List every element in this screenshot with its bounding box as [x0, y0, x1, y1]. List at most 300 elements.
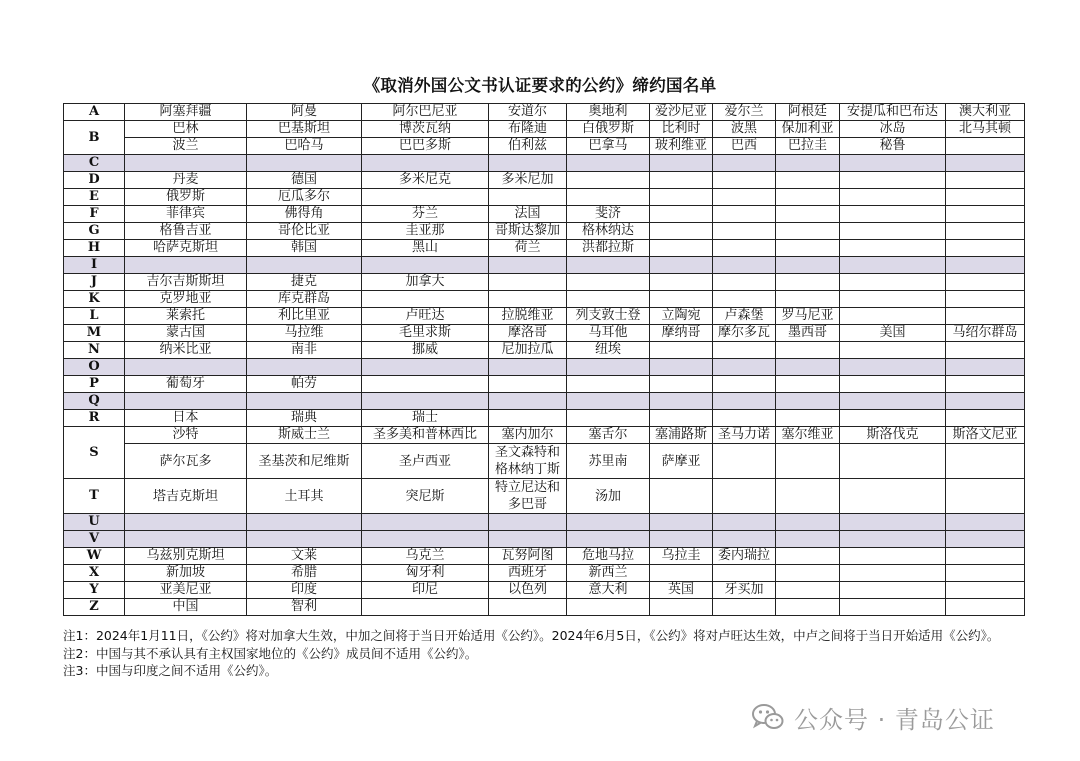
table-row [64, 548, 1025, 565]
country-cell: 新西兰 [567, 565, 650, 582]
member-states-table [63, 103, 1025, 616]
country-cell [125, 393, 247, 410]
country-cell [713, 172, 776, 189]
country-cell: 阿尔巴尼亚 [362, 104, 489, 121]
country-cell: 美国 [840, 325, 946, 342]
country-cell: 尼加拉瓜 [489, 342, 567, 359]
country-cell: 纳米比亚 [125, 342, 247, 359]
country-cell [713, 565, 776, 582]
country-cell [247, 359, 362, 376]
table-row [64, 410, 1025, 427]
table-row [64, 172, 1025, 189]
country-cell [489, 599, 567, 616]
country-cell [776, 565, 840, 582]
country-cell: 沙特 [125, 427, 247, 444]
country-cell [489, 189, 567, 206]
wechat-icon [752, 703, 784, 731]
country-cell: 苏里南 [567, 444, 650, 479]
country-cell [840, 393, 946, 410]
country-cell [650, 274, 713, 291]
country-cell [946, 223, 1025, 240]
country-cell: 瑞典 [247, 410, 362, 427]
country-cell: 瑞士 [362, 410, 489, 427]
watermark [752, 700, 995, 734]
country-cell [713, 274, 776, 291]
country-cell [125, 531, 247, 548]
country-cell [713, 189, 776, 206]
country-cell: 塔吉克斯坦 [125, 479, 247, 514]
country-cell: 摩纳哥 [650, 325, 713, 342]
country-cell: 南非 [247, 342, 362, 359]
country-cell: 斐济 [567, 206, 650, 223]
country-cell: 摩洛哥 [489, 325, 567, 342]
note-3: 注3：中国与印度之间不适用《公约》。 [63, 663, 278, 678]
letter-cell: U [64, 514, 125, 531]
table-row [64, 223, 1025, 240]
country-cell [650, 531, 713, 548]
country-cell [362, 257, 489, 274]
country-cell [840, 514, 946, 531]
country-cell [776, 342, 840, 359]
country-cell [840, 240, 946, 257]
country-cell [840, 376, 946, 393]
country-cell: 塞浦路斯 [650, 427, 713, 444]
country-cell [489, 514, 567, 531]
country-cell: 芬兰 [362, 206, 489, 223]
country-cell [362, 514, 489, 531]
country-cell [776, 410, 840, 427]
country-cell: 玻利维亚 [650, 138, 713, 155]
table-row [64, 155, 1025, 172]
country-cell [776, 548, 840, 565]
country-cell: 洪都拉斯 [567, 240, 650, 257]
country-cell: 拉脱维亚 [489, 308, 567, 325]
country-cell [567, 274, 650, 291]
country-cell [776, 291, 840, 308]
country-cell: 智利 [247, 599, 362, 616]
letter-cell: L [64, 308, 125, 325]
letter-cell: A [64, 104, 125, 121]
country-cell: 圭亚那 [362, 223, 489, 240]
country-cell [840, 342, 946, 359]
table-row [64, 342, 1025, 359]
country-cell [946, 599, 1025, 616]
letter-cell: T [64, 479, 125, 514]
country-cell [567, 189, 650, 206]
country-cell [489, 393, 567, 410]
country-cell [713, 376, 776, 393]
country-cell [362, 393, 489, 410]
country-cell: 希腊 [247, 565, 362, 582]
letter-cell: R [64, 410, 125, 427]
country-cell: 阿根廷 [776, 104, 840, 121]
country-cell: 马耳他 [567, 325, 650, 342]
country-cell: 俄罗斯 [125, 189, 247, 206]
country-cell [840, 565, 946, 582]
country-cell [840, 206, 946, 223]
country-cell [946, 274, 1025, 291]
country-cell [650, 206, 713, 223]
country-cell [489, 291, 567, 308]
country-cell: 博茨瓦纳 [362, 121, 489, 138]
country-cell: 格鲁吉亚 [125, 223, 247, 240]
country-cell: 北马其顿 [946, 121, 1025, 138]
country-cell [650, 223, 713, 240]
country-cell: 黑山 [362, 240, 489, 257]
letter-cell: Y [64, 582, 125, 599]
country-cell: 佛得角 [247, 206, 362, 223]
country-cell: 圣马力诺 [713, 427, 776, 444]
country-cell: 突尼斯 [362, 479, 489, 514]
country-cell [567, 291, 650, 308]
country-cell [713, 223, 776, 240]
country-cell [650, 342, 713, 359]
country-cell [776, 582, 840, 599]
country-cell [125, 359, 247, 376]
country-cell [946, 291, 1025, 308]
country-cell: 斯洛伐克 [840, 427, 946, 444]
table-row [64, 325, 1025, 342]
country-cell [840, 155, 946, 172]
letter-cell: B [64, 121, 125, 155]
table-row [64, 565, 1025, 582]
country-cell [946, 359, 1025, 376]
country-cell [713, 206, 776, 223]
letter-cell: W [64, 548, 125, 565]
country-cell: 布隆迪 [489, 121, 567, 138]
letter-cell: D [64, 172, 125, 189]
country-cell: 波兰 [125, 138, 247, 155]
country-cell: 英国 [650, 582, 713, 599]
country-cell [567, 393, 650, 410]
country-cell [713, 531, 776, 548]
country-cell [946, 393, 1025, 410]
table-row [64, 479, 1025, 514]
country-cell: 匈牙利 [362, 565, 489, 582]
country-cell: 库克群岛 [247, 291, 362, 308]
country-cell: 克罗地亚 [125, 291, 247, 308]
country-cell [840, 223, 946, 240]
country-cell [713, 479, 776, 514]
country-cell [489, 410, 567, 427]
country-cell [489, 155, 567, 172]
country-cell [840, 410, 946, 427]
country-cell [776, 257, 840, 274]
letter-cell: Z [64, 599, 125, 616]
country-cell [946, 531, 1025, 548]
country-cell: 瓦努阿图 [489, 548, 567, 565]
country-cell: 比利时 [650, 121, 713, 138]
table-row [64, 393, 1025, 410]
country-cell: 卢森堡 [713, 308, 776, 325]
country-cell [713, 359, 776, 376]
letter-cell: V [64, 531, 125, 548]
country-cell: 多米尼加 [489, 172, 567, 189]
country-cell: 列支敦士登 [567, 308, 650, 325]
country-cell: 乌拉圭 [650, 548, 713, 565]
table-row [64, 206, 1025, 223]
country-cell: 巴哈马 [247, 138, 362, 155]
country-cell: 摩尔多瓦 [713, 325, 776, 342]
country-cell [489, 376, 567, 393]
table-row [64, 257, 1025, 274]
country-cell: 圣卢西亚 [362, 444, 489, 479]
table-row [64, 427, 1025, 444]
country-cell [946, 308, 1025, 325]
country-cell: 多米尼克 [362, 172, 489, 189]
country-cell: 斯洛文尼亚 [946, 427, 1025, 444]
country-cell [650, 240, 713, 257]
country-cell [650, 514, 713, 531]
country-cell [946, 172, 1025, 189]
country-cell: 挪威 [362, 342, 489, 359]
country-cell [776, 206, 840, 223]
country-cell [489, 359, 567, 376]
country-cell: 利比里亚 [247, 308, 362, 325]
country-cell [650, 599, 713, 616]
country-cell [489, 257, 567, 274]
letter-cell: M [64, 325, 125, 342]
country-cell [489, 274, 567, 291]
country-cell: 印度 [247, 582, 362, 599]
country-cell: 日本 [125, 410, 247, 427]
country-cell [247, 257, 362, 274]
country-cell: 乌克兰 [362, 548, 489, 565]
country-cell [650, 410, 713, 427]
country-cell [946, 257, 1025, 274]
country-cell [567, 155, 650, 172]
letter-cell: P [64, 376, 125, 393]
country-cell [946, 376, 1025, 393]
table-row [64, 189, 1025, 206]
country-cell [362, 376, 489, 393]
country-cell: 墨西哥 [776, 325, 840, 342]
table-row [64, 514, 1025, 531]
country-cell: 哈萨克斯坦 [125, 240, 247, 257]
country-cell [946, 565, 1025, 582]
country-cell [247, 531, 362, 548]
table-row [64, 376, 1025, 393]
letter-cell: J [64, 274, 125, 291]
country-cell: 巴拉圭 [776, 138, 840, 155]
letter-cell: Q [64, 393, 125, 410]
country-cell [840, 257, 946, 274]
letter-cell: E [64, 189, 125, 206]
country-cell: 格林纳达 [567, 223, 650, 240]
country-cell: 韩国 [247, 240, 362, 257]
country-cell: 哥斯达黎加 [489, 223, 567, 240]
letter-cell: F [64, 206, 125, 223]
letter-cell: K [64, 291, 125, 308]
country-cell [567, 531, 650, 548]
country-cell [946, 548, 1025, 565]
country-cell [776, 359, 840, 376]
country-cell: 冰岛 [840, 121, 946, 138]
country-cell: 新加坡 [125, 565, 247, 582]
country-cell: 巴基斯坦 [247, 121, 362, 138]
country-cell: 葡萄牙 [125, 376, 247, 393]
country-cell: 马绍尔群岛 [946, 325, 1025, 342]
country-cell: 以色列 [489, 582, 567, 599]
country-cell: 吉尔吉斯斯坦 [125, 274, 247, 291]
country-cell: 罗马尼亚 [776, 308, 840, 325]
country-cell: 阿塞拜疆 [125, 104, 247, 121]
country-cell: 塞尔维亚 [776, 427, 840, 444]
country-cell: 哥伦比亚 [247, 223, 362, 240]
country-cell [362, 531, 489, 548]
country-cell: 安提瓜和巴布达 [840, 104, 946, 121]
country-cell [650, 257, 713, 274]
table-row [64, 291, 1025, 308]
country-cell [713, 410, 776, 427]
country-cell [840, 274, 946, 291]
country-cell [650, 376, 713, 393]
country-cell: 阿曼 [247, 104, 362, 121]
country-cell [650, 565, 713, 582]
country-cell [567, 257, 650, 274]
country-cell [713, 155, 776, 172]
table-row [64, 274, 1025, 291]
country-cell: 危地马拉 [567, 548, 650, 565]
country-cell: 汤加 [567, 479, 650, 514]
country-cell [247, 514, 362, 531]
document-title: 《取消外国公文书认证要求的公约》缔约国名单 [363, 76, 717, 95]
country-cell: 委内瑞拉 [713, 548, 776, 565]
country-cell [362, 291, 489, 308]
country-cell: 印尼 [362, 582, 489, 599]
country-cell: 蒙古国 [125, 325, 247, 342]
country-cell [776, 599, 840, 616]
country-cell [946, 479, 1025, 514]
country-cell [840, 444, 946, 479]
country-cell [650, 291, 713, 308]
country-cell: 意大利 [567, 582, 650, 599]
country-cell: 德国 [247, 172, 362, 189]
country-cell [946, 155, 1025, 172]
country-cell [776, 274, 840, 291]
country-cell [567, 376, 650, 393]
country-cell: 厄瓜多尔 [247, 189, 362, 206]
note-2: 注2：中国与其不承认具有主权国家地位的《公约》成员间不适用《公约》。 [63, 645, 478, 661]
country-cell [776, 531, 840, 548]
country-cell [840, 308, 946, 325]
table-row [64, 240, 1025, 257]
country-cell [650, 172, 713, 189]
country-cell [247, 155, 362, 172]
country-cell: 圣文森特和格林纳丁斯 [489, 444, 567, 479]
country-cell [650, 189, 713, 206]
country-cell: 塞舌尔 [567, 427, 650, 444]
country-cell: 爱尔兰 [713, 104, 776, 121]
country-cell [362, 189, 489, 206]
country-cell: 波黑 [713, 121, 776, 138]
watermark-text: 公众号 · 青岛公证 [794, 705, 995, 734]
country-cell: 法国 [489, 206, 567, 223]
country-cell [946, 240, 1025, 257]
country-cell [567, 599, 650, 616]
letter-cell: I [64, 257, 125, 274]
country-cell [489, 531, 567, 548]
table-row [64, 444, 1025, 479]
table-row [64, 104, 1025, 121]
country-cell [946, 189, 1025, 206]
country-cell: 保加利亚 [776, 121, 840, 138]
table-row [64, 582, 1025, 599]
country-cell: 中国 [125, 599, 247, 616]
country-cell [713, 599, 776, 616]
country-cell [650, 393, 713, 410]
notes-section [63, 627, 1013, 680]
country-cell: 土耳其 [247, 479, 362, 514]
country-cell [776, 514, 840, 531]
country-cell: 伯利兹 [489, 138, 567, 155]
country-cell [776, 172, 840, 189]
country-cell: 圣基茨和尼维斯 [247, 444, 362, 479]
letter-cell: H [64, 240, 125, 257]
country-cell [840, 599, 946, 616]
country-cell [125, 257, 247, 274]
country-cell [776, 479, 840, 514]
country-cell: 文莱 [247, 548, 362, 565]
country-cell: 帕劳 [247, 376, 362, 393]
country-cell: 莱索托 [125, 308, 247, 325]
country-cell: 萨尔瓦多 [125, 444, 247, 479]
table-row [64, 531, 1025, 548]
country-cell [713, 393, 776, 410]
country-cell [650, 155, 713, 172]
country-cell [713, 514, 776, 531]
country-cell: 斯威士兰 [247, 427, 362, 444]
country-cell: 乌兹别克斯坦 [125, 548, 247, 565]
country-cell: 爱沙尼亚 [650, 104, 713, 121]
country-cell [650, 479, 713, 514]
country-cell [567, 172, 650, 189]
country-cell: 巴西 [713, 138, 776, 155]
table-row [64, 308, 1025, 325]
country-cell: 牙买加 [713, 582, 776, 599]
letter-cell: O [64, 359, 125, 376]
country-cell [946, 410, 1025, 427]
country-cell [840, 172, 946, 189]
country-cell: 巴林 [125, 121, 247, 138]
letter-cell: X [64, 565, 125, 582]
country-cell [713, 342, 776, 359]
country-cell [946, 138, 1025, 155]
country-cell [776, 189, 840, 206]
country-cell [362, 155, 489, 172]
country-cell: 丹麦 [125, 172, 247, 189]
country-cell [247, 393, 362, 410]
country-cell [840, 479, 946, 514]
country-cell [776, 393, 840, 410]
country-cell [776, 223, 840, 240]
country-cell: 白俄罗斯 [567, 121, 650, 138]
country-cell [776, 240, 840, 257]
table-row [64, 138, 1025, 155]
country-cell: 荷兰 [489, 240, 567, 257]
table-row [64, 599, 1025, 616]
country-cell [840, 359, 946, 376]
country-cell [567, 514, 650, 531]
letter-cell: C [64, 155, 125, 172]
country-cell [362, 359, 489, 376]
country-cell [840, 189, 946, 206]
country-cell: 圣多美和普林西比 [362, 427, 489, 444]
country-cell [776, 376, 840, 393]
country-cell: 秘鲁 [840, 138, 946, 155]
country-cell [840, 548, 946, 565]
country-cell: 立陶宛 [650, 308, 713, 325]
